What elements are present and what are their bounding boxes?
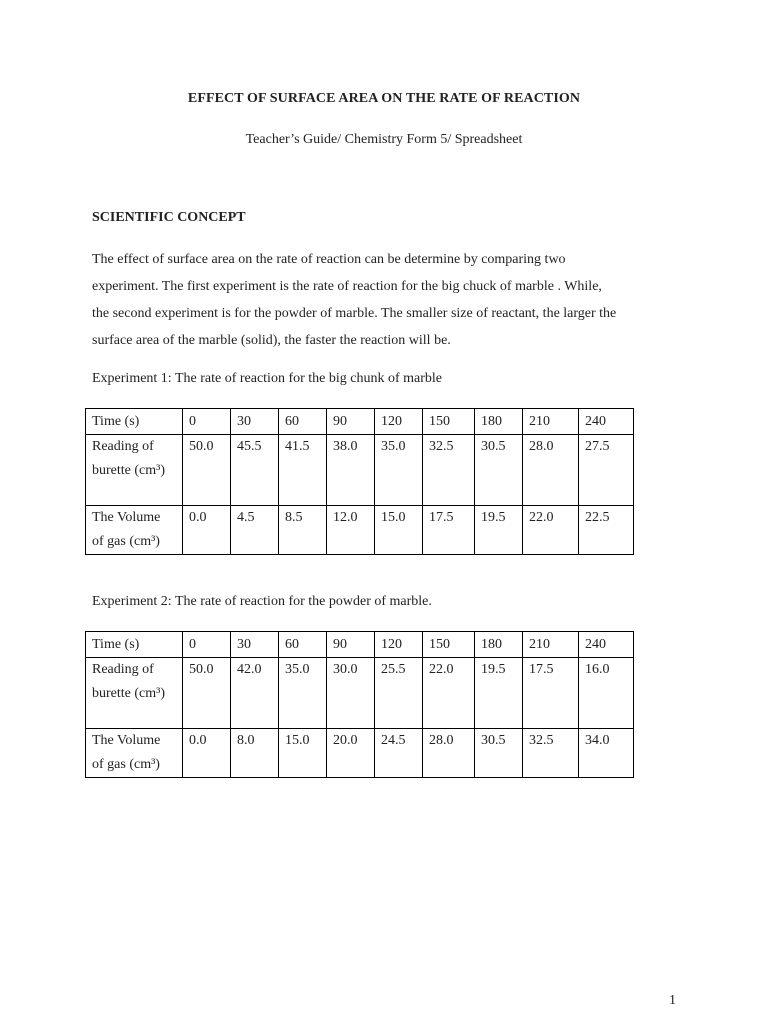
table-cell: 32.5 [523, 729, 579, 778]
concept-paragraph [92, 246, 692, 354]
row-label-line: Time (s) [92, 414, 140, 429]
table-cell: 210 [523, 409, 579, 435]
table-cell: 150 [423, 409, 475, 435]
table-cell: 19.5 [475, 658, 523, 729]
row-label-line: Time (s) [92, 637, 140, 652]
table-cell: 50.0 [183, 658, 231, 729]
table-cell: 19.5 [475, 506, 523, 555]
paragraph-line: the second experiment is for the powder of marble. The smaller size of reactant, the larger the [92, 306, 617, 321]
table-cell: 120 [375, 409, 423, 435]
table-cell: 41.5 [279, 435, 327, 506]
experiment-2-table [85, 631, 634, 778]
table-cell: 35.0 [375, 435, 423, 506]
burette-row [86, 658, 634, 729]
table-cell: 50.0 [183, 435, 231, 506]
table-cell: 24.5 [375, 729, 423, 778]
time-row [86, 409, 634, 435]
row-label-line: burette (cm³) [92, 463, 165, 478]
table-cell: 16.0 [579, 658, 634, 729]
table-cell: 32.5 [423, 435, 475, 506]
row-label-line: The Volume [92, 510, 161, 525]
row-label [86, 435, 183, 506]
burette-row [86, 435, 634, 506]
table-cell: 22.0 [523, 506, 579, 555]
table-cell: 17.5 [423, 506, 475, 555]
row-label [86, 632, 183, 658]
row-label-line: Reading of [92, 662, 154, 677]
row-label [86, 658, 183, 729]
experiment-1-caption: Experiment 1: The rate of reaction for the big chunk of marble [92, 371, 442, 386]
table-cell: 22.0 [423, 658, 475, 729]
row-label-line: of gas (cm³) [92, 757, 160, 772]
experiment-2-caption: Experiment 2: The rate of reaction for the powder of marble. [92, 594, 432, 609]
table-cell: 180 [475, 632, 523, 658]
table-cell: 28.0 [423, 729, 475, 778]
document-title: EFFECT OF SURFACE AREA ON THE RATE OF REACTION [187, 91, 581, 106]
row-label-line: burette (cm³) [92, 686, 165, 701]
table-cell: 0.0 [183, 506, 231, 555]
paragraph-line: The effect of surface area on the rate of reaction can be determine by comparing two [92, 252, 566, 267]
table-cell: 38.0 [327, 435, 375, 506]
table-cell: 60 [279, 409, 327, 435]
table-cell: 0.0 [183, 729, 231, 778]
table-cell: 60 [279, 632, 327, 658]
row-label-line: Reading of [92, 439, 154, 454]
table-cell: 42.0 [231, 658, 279, 729]
table-cell: 90 [327, 632, 375, 658]
table-cell: 30 [231, 632, 279, 658]
row-label-line: The Volume [92, 733, 161, 748]
table-cell: 0 [183, 632, 231, 658]
table-cell: 25.5 [375, 658, 423, 729]
table-cell: 17.5 [523, 658, 579, 729]
volume-row [86, 729, 634, 778]
table-cell: 180 [475, 409, 523, 435]
table-cell: 90 [327, 409, 375, 435]
table-cell: 240 [579, 409, 634, 435]
experiment-1-table [85, 408, 634, 555]
table-cell: 30.0 [327, 658, 375, 729]
page-number: 1 [669, 993, 676, 1008]
table-cell: 45.5 [231, 435, 279, 506]
paragraph-line: surface area of the marble (solid), the faster the reaction will be. [92, 333, 451, 348]
row-label [86, 506, 183, 555]
table-cell: 30.5 [475, 729, 523, 778]
table-cell: 15.0 [279, 729, 327, 778]
table-cell: 0 [183, 409, 231, 435]
row-label [86, 729, 183, 778]
table-cell: 120 [375, 632, 423, 658]
table-cell: 15.0 [375, 506, 423, 555]
table-cell: 8.5 [279, 506, 327, 555]
table-cell: 12.0 [327, 506, 375, 555]
table-cell: 8.0 [231, 729, 279, 778]
table-cell: 210 [523, 632, 579, 658]
table-cell: 4.5 [231, 506, 279, 555]
section-heading: SCIENTIFIC CONCEPT [92, 210, 246, 225]
row-label-line: of gas (cm³) [92, 534, 160, 549]
table-cell: 30 [231, 409, 279, 435]
table-cell: 35.0 [279, 658, 327, 729]
row-label [86, 409, 183, 435]
table-cell: 240 [579, 632, 634, 658]
table-cell: 34.0 [579, 729, 634, 778]
table-cell: 28.0 [523, 435, 579, 506]
table-cell: 20.0 [327, 729, 375, 778]
table-cell: 150 [423, 632, 475, 658]
time-row [86, 632, 634, 658]
table-cell: 27.5 [579, 435, 634, 506]
document-subtitle: Teacher’s Guide/ Chemistry Form 5/ Spreadsheet [245, 132, 523, 147]
table-cell: 22.5 [579, 506, 634, 555]
table-cell: 30.5 [475, 435, 523, 506]
paragraph-line: experiment. The first experiment is the rate of reaction for the big chuck of marble . While, [92, 279, 602, 294]
volume-row [86, 506, 634, 555]
